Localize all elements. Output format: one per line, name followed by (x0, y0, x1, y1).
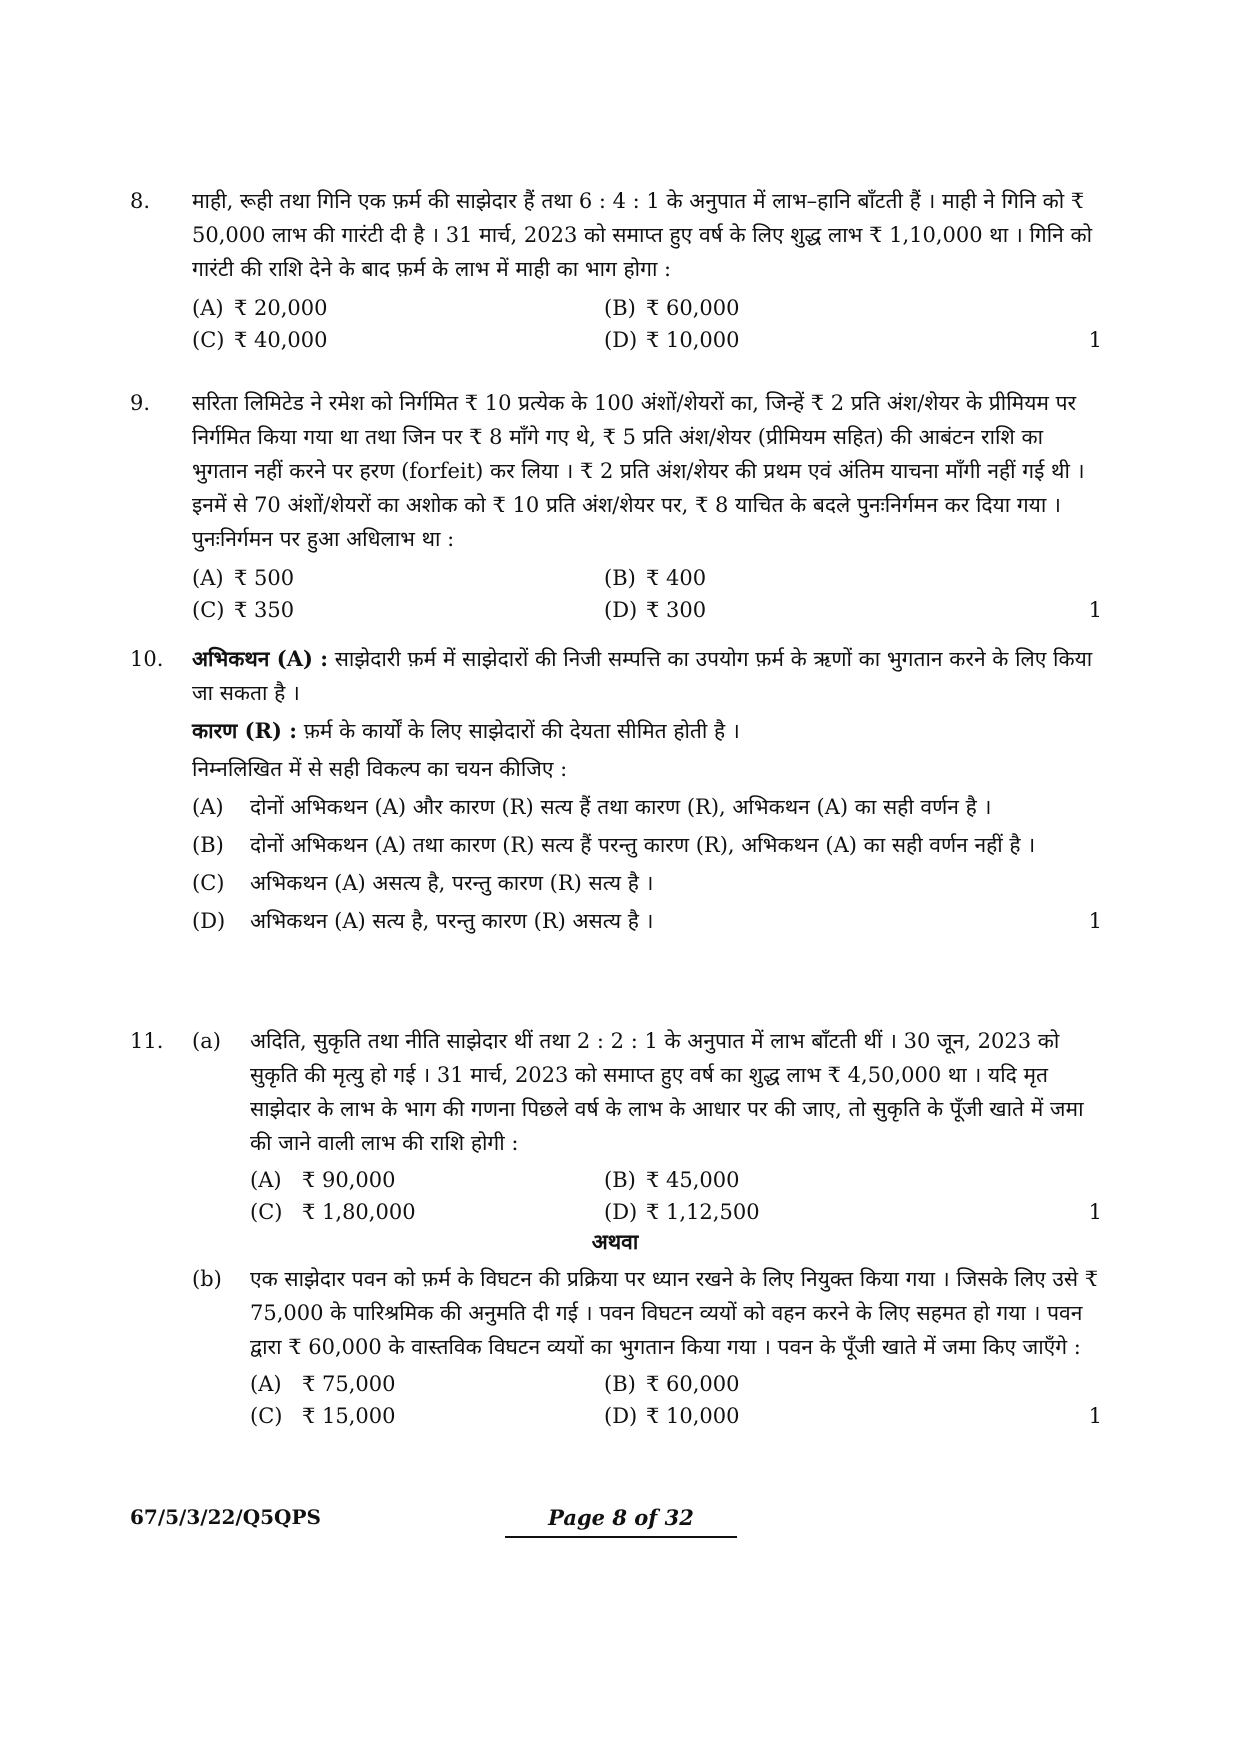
marks: 1 (1088, 1200, 1102, 1224)
question-number: 9. (130, 391, 151, 415)
option-b: (B) ₹ 60,000 (604, 1372, 740, 1396)
instruction: निम्नलिखित में से सही विकल्प का चयन कीजिए : (192, 757, 568, 781)
question-text: अदिति, सुकृति तथा नीति साझेदार थीं तथा 2 : 2 : 1 के अनुपात में लाभ बाँटती थीं । 30 जून, 2023 को सुकृति की मृत्यु हो गई । 31 मार्च, 2023 को समाप्त हुए वर्ष का शुद्ध लाभ ₹ 4,50,000 था । यदि मृत साझेदार के लाभ के भाग की गणना पिछले वर्ष के लाभ के आधार पर की जाए, तो सुकृति के पूँजी खाते में जमा की जाने वाली लाभ की राशि होगी : (250, 1029, 1084, 1155)
question-10 (130, 642, 1100, 938)
marks: 1 (1088, 328, 1102, 352)
assertion (192, 642, 1100, 710)
question-8 (130, 184, 1100, 356)
sub-question-a (192, 1024, 1100, 1228)
option-c: (C) ₹ 40,000 (192, 328, 328, 352)
option-d: (D) ₹ 1,12,500 (604, 1200, 760, 1224)
option-b: (B) ₹ 45,000 (604, 1168, 740, 1192)
marks: 1 (1088, 1404, 1102, 1428)
option-b: (B) ₹ 60,000 (604, 296, 740, 320)
reason (192, 714, 1100, 748)
option-c: (C) ₹ 1,80,000 (250, 1200, 416, 1224)
marks: 1 (1088, 909, 1102, 933)
reason-label: कारण (R) : (192, 718, 298, 743)
option-c: (C) अभिकथन (A) असत्य है, परन्तु कारण (R) सत्य है । (192, 871, 654, 895)
or-separator: अथवा (591, 1229, 639, 1254)
options (192, 790, 1100, 938)
option-d: (D) अभिकथन (A) सत्य है, परन्तु कारण (R) असत्य है । 1 (192, 904, 1100, 938)
option-b: (B) ₹ 400 (604, 566, 707, 590)
option-a: (A) ₹ 90,000 (250, 1168, 396, 1192)
option-a: (A) ₹ 500 (192, 566, 295, 590)
paper-code: 67/5/3/22/Q5QPS (130, 1505, 321, 1529)
question-number: 10. (130, 647, 164, 671)
option-a: (A) ₹ 20,000 (192, 296, 328, 320)
assertion-label: अभिकथन (A) : (192, 646, 328, 671)
question-text: माही, रूही तथा गिनि एक फ़र्म की साझेदार हैं तथा 6 : 4 : 1 के अनुपात में लाभ–हानि बाँटती हैं । माही ने गिनि को ₹ 50,000 लाभ की गारंटी दी है । 31 मार्च, 2023 को समाप्त हुए वर्ष के लिए शुद्ध लाभ ₹ 1,10,000 था । गिनि को गारंटी की राशि देने के बाद फ़र्म के लाभ में माही का भाग होगा : (192, 189, 1093, 281)
option-c: (C) ₹ 15,000 (250, 1404, 396, 1428)
option-b: (B) दोनों अभिकथन (A) तथा कारण (R) सत्य हैं परन्तु कारण (R), अभिकथन (A) का सही वर्णन नहीं है । (192, 833, 1036, 857)
reason-text: फ़र्म के कार्यों के लिए साझेदारों की देयता सीमित होती है । (303, 719, 740, 743)
sub-label: (a) (192, 1029, 221, 1053)
option-a: (A) दोनों अभिकथन (A) और कारण (R) सत्य हैं तथा कारण (R), अभिकथन (A) का सही वर्णन है । (192, 795, 992, 819)
question-number: 11. (130, 1029, 164, 1053)
question-text: एक साझेदार पवन को फ़र्म के विघटन की प्रक्रिया पर ध्यान रखने के लिए नियुक्त किया गया । जिसके लिए उसे ₹ 75,000 के पारिश्रमिक की अनुमति दी गई । पवन विघटन व्ययों को वहन करने के लिए सहमत हो गया । पवन द्वारा ₹ 60,000 के वास्तविक विघटन व्ययों का भुगतान किया गया । पवन के पूँजी खाते में जमा किए जाएँगे : (250, 1267, 1099, 1359)
question-number: 8. (130, 189, 151, 213)
option-c: (C) ₹ 350 (192, 598, 295, 622)
assertion-text: साझेदारी फ़र्म में साझेदारों की निजी सम्पत्ति का उपयोग फ़र्म के ऋणों का भुगतान करने के लिए किया जा सकता है । (192, 647, 1093, 705)
option-a: (A) ₹ 75,000 (250, 1372, 396, 1396)
options (192, 562, 1100, 626)
page-number: Page 8 of 32 (505, 1505, 737, 1538)
question-text: सरिता लिमिटेड ने रमेश को निर्गमित ₹ 10 प्रत्येक के 100 अंशों/शेयरों का, जिन्हें ₹ 2 प्रति अंश/शेयर के प्रीमियम पर निर्गमित किया गया था तथा जिन पर ₹ 8 माँगे गए थे, ₹ 5 प्रति अंश/शेयर (प्रीमियम सहित) की आबंटन राशि का भुगतान नहीं करने पर हरण (forfeit) कर लिया । ₹ 2 प्रति अंश/शेयर की प्रथम एवं अंतिम याचना माँगी नहीं गई थी । इनमें से 70 अंशों/शेयरों का अशोक को ₹ 10 प्रति अंश/शेयर पर, ₹ 8 याचित के बदले पुनःनिर्गमन कर दिया गया । पुनःनिर्गमन पर हुआ अधिलाभ था : (192, 391, 1085, 551)
sub-label: (b) (192, 1267, 222, 1291)
options (250, 1368, 1100, 1432)
question-11 (130, 1024, 1100, 1432)
option-d: (D) ₹ 10,000 (604, 1404, 740, 1428)
marks: 1 (1088, 598, 1102, 622)
option-d: (D) ₹ 300 (604, 598, 707, 622)
sub-question-b (192, 1262, 1100, 1432)
question-9 (130, 386, 1100, 626)
options (250, 1164, 1100, 1228)
options (192, 292, 1100, 356)
option-d: (D) ₹ 10,000 (604, 328, 740, 352)
